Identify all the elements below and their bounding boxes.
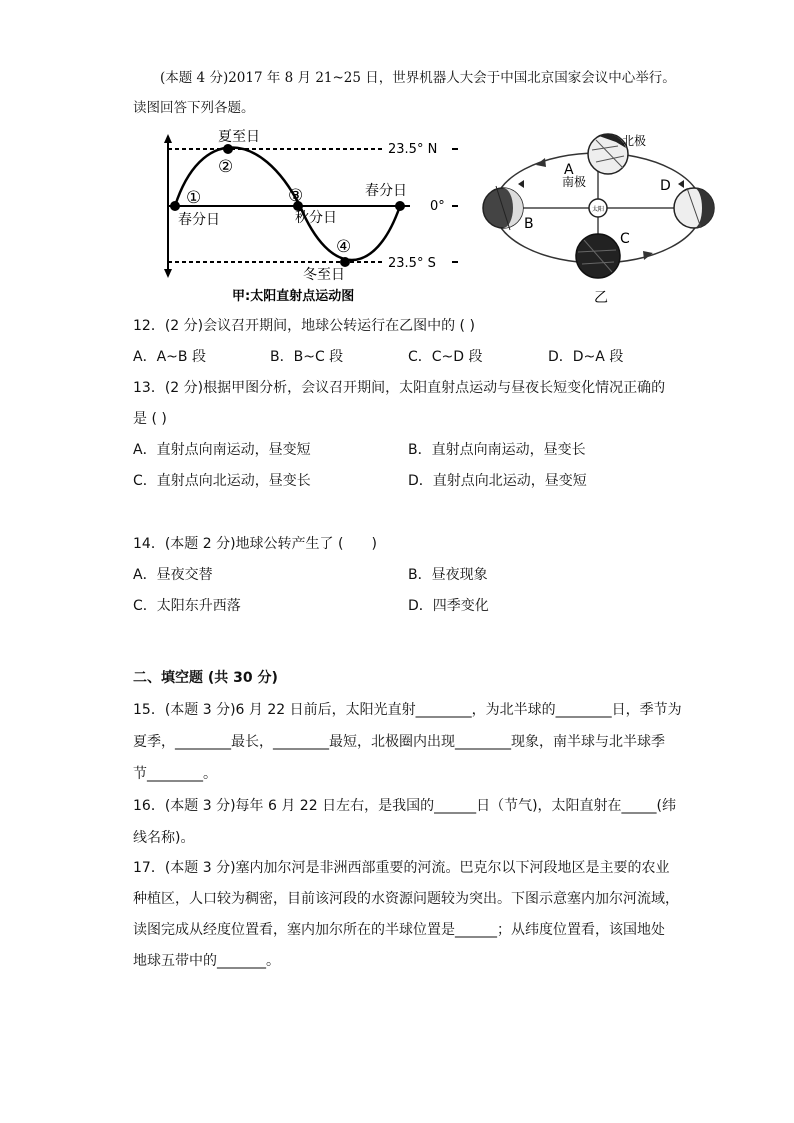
figure-yi-earth-orbit-diagram <box>478 128 718 308</box>
figure-yi-caption: 乙 <box>594 290 608 306</box>
question-14-option-b: B．昼夜现象 <box>408 567 488 583</box>
label-winter-solstice: 冬至日 <box>303 267 345 283</box>
question-13-option-c: C．直射点向北运动，昼变长 <box>133 473 311 489</box>
question-17-line-2: 种植区，人口较为稠密，目前该河段的水资源问题较为突出。下图示意塞内加尔河流域， <box>133 891 679 907</box>
axis-arrow-bottom <box>164 269 172 278</box>
point-1 <box>170 201 180 211</box>
label-autumn-equinox: 秋分日 <box>295 210 337 226</box>
label-summer-solstice: 夏至日 <box>218 129 260 145</box>
question-13-stem-line-2: 是 ( ) <box>133 411 167 427</box>
question-13-stem-line-1: 13．(2 分)根据甲图分析，会议召开期间，太阳直射点运动与昼夜长短变化情况正确的 <box>133 380 666 396</box>
question-16-line-2: 线名称)。 <box>133 830 195 846</box>
point-4 <box>340 257 350 267</box>
earth-d-pole-mark <box>678 180 684 188</box>
question-17-line-3: 读图完成从经度位置看，塞内加尔所在的半球位置是______；从纬度位置看，该国地处 <box>133 922 665 938</box>
question-12-option-c: C．C~D 段 <box>408 349 483 365</box>
num-4: ④ <box>336 237 352 257</box>
question-15-line-2: 夏季，________最长，________最短，北极圈内出现________现象，南半球与北半球季 <box>133 734 665 750</box>
question-13-option-a: A．直射点向南运动，昼变短 <box>133 442 311 458</box>
question-16-line-1: 16．(本题 3 分)每年 6 月 22 日左右，是我国的______日（节气)，太阳直射在_____(纬 <box>133 798 676 814</box>
label-spring-equinox: 春分日 <box>178 212 220 228</box>
point-2 <box>223 144 233 154</box>
question-14-option-c: C．太阳东升西落 <box>133 598 241 614</box>
question-17-line-4: 地球五带中的_______。 <box>133 953 280 969</box>
num-3: ③ <box>288 186 304 206</box>
earth-b-pole-mark <box>518 180 524 188</box>
question-15-line-1: 15．(本题 3 分)6 月 22 日前后，太阳光直射________，为北半球的________日，季节为 <box>133 702 682 718</box>
intro-line-1: (本题 4 分)2017 年 8 月 21~25 日，世界机器人大会于中国北京国家会议中心举行。 <box>160 70 676 86</box>
position-b-label: B <box>524 216 534 232</box>
label-spring-equinox-2: 春分日 <box>365 183 407 199</box>
question-12-option-d: D．D~A 段 <box>548 349 624 365</box>
question-14-stem: 14．(本题 2 分)地球公转产生了 ( ) <box>133 536 377 552</box>
section-2-heading: 二、填空题 (共 30 分) <box>133 670 278 686</box>
question-12-option-a: A．A~B 段 <box>133 349 206 365</box>
question-14-option-d: D．四季变化 <box>408 598 489 614</box>
point-5 <box>395 201 405 211</box>
label-0-degree: 0° <box>430 199 445 214</box>
label-23-5-south: 23.5° S <box>388 256 436 271</box>
question-13-option-b: B．直射点向南运动，昼变长 <box>408 442 586 458</box>
north-pole-label: 北极 <box>622 134 647 148</box>
question-12-option-b: B．B~C 段 <box>270 349 344 365</box>
question-15-line-3: 节________。 <box>133 766 217 782</box>
num-2: ② <box>218 157 234 177</box>
num-1: ① <box>186 188 202 208</box>
south-pole-label: 南极 <box>562 175 587 189</box>
sun-label: 太阳 <box>592 206 605 213</box>
figure-jia-caption: 甲:太阳直射点运动图 <box>232 289 355 304</box>
axis-arrow-top <box>164 134 172 143</box>
position-d-label: D <box>660 178 671 194</box>
question-13-option-d: D．直射点向北运动，昼变短 <box>408 473 587 489</box>
intro-line-2: 读图回答下列各题。 <box>133 100 255 116</box>
question-12-stem: 12．(2 分)会议召开期间，地球公转运行在乙图中的 ( ) <box>133 318 475 334</box>
figure-jia-solar-motion-diagram <box>160 128 465 308</box>
position-a-label: A <box>564 162 574 178</box>
question-17-line-1: 17．(本题 3 分)塞内加尔河是非洲西部重要的河流。巴克尔以下河段地区是主要的农业 <box>133 860 670 876</box>
position-c-label: C <box>620 231 630 247</box>
label-23-5-north: 23.5° N <box>388 142 438 157</box>
question-14-option-a: A．昼夜交替 <box>133 567 213 583</box>
